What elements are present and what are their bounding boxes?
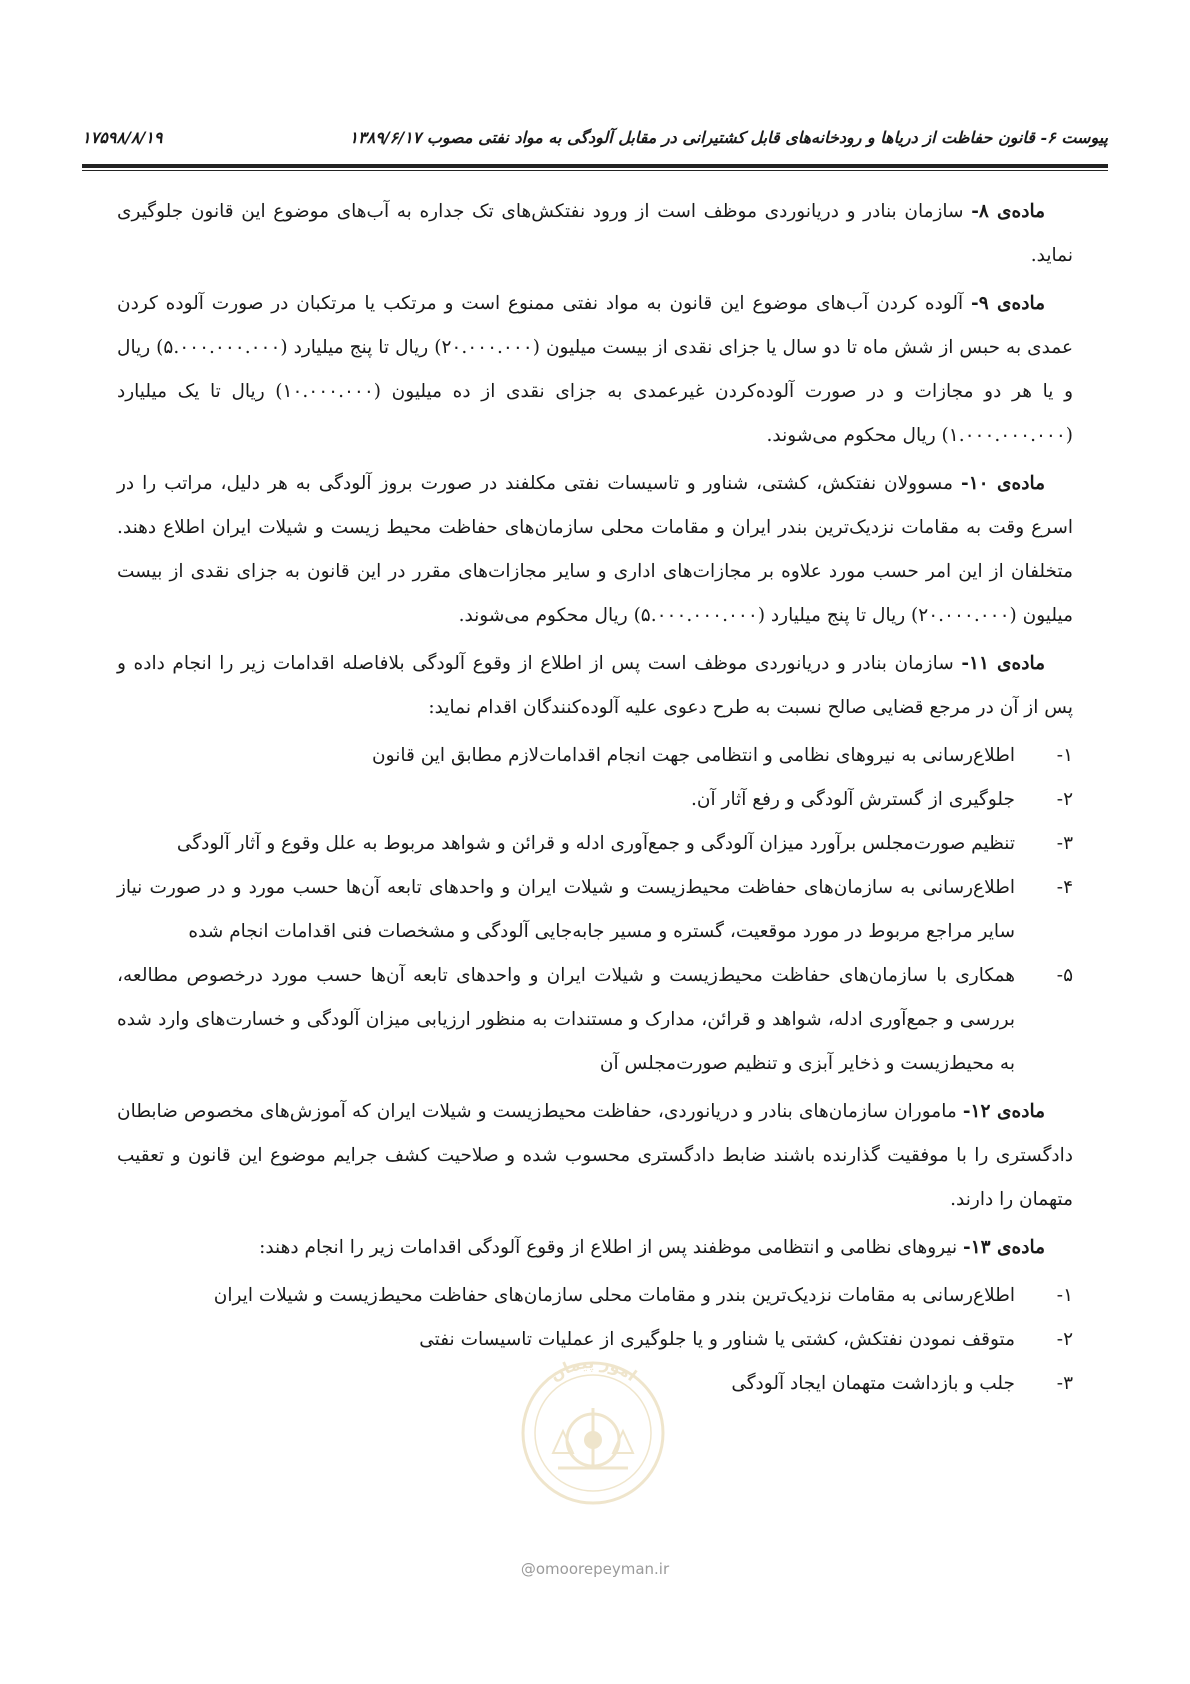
article-label: ماده‌ی ۱۲- (962, 1101, 1045, 1122)
list-item-number: ۴- (1056, 877, 1073, 898)
list-item-number: ۳- (1056, 833, 1073, 854)
document-body (117, 190, 1073, 1410)
scales-of-justice-seal-icon (498, 1348, 688, 1508)
list-item-number: ۵- (1056, 965, 1073, 986)
list-item-number: ۲- (1056, 1329, 1073, 1350)
list-item-number: ۳- (1056, 1373, 1073, 1394)
article-text: ماموران سازمان‌های بنادر و دریانوردی، حفاظت محیط‌زیست و شیلات ایران که آموزش‌های مخصوص ضابطان دادگستری را با موفقیت گذارنده باشند ضابط دادگستری محسوب شده و صلاحیت کشف جرایم موضوع این قانون و تعقیب متهمان را دارند. (117, 1101, 1073, 1210)
article-text: مسوولان نفتکش، کشتی، شناور و تاسیسات نفتی مکلفند در صورت بروز آلودگی به هر دلیل، مراتب را در اسرع وقت به مقامات نزدیک‌ترین بندر ایران و مقامات محلی سازمان‌های حفاظت محیط زیست و شیلات ایران اطلاع دهند. متخلفان از این امر حسب مورد علاوه بر مجازات‌های اداری و سایر مجازات‌های مقرر در این قانون به جزای نقدی از بیست میلیون (۲۰.۰۰۰.۰۰۰) ریال تا پنج میلیارد (۵.۰۰۰.۰۰۰.۰۰۰) ریال محکوم می‌شوند. (117, 473, 1073, 626)
article-text: سازمان بنادر و دریانوردی موظف است از ورود نفتکش‌های تک جداره به آب‌های موضوع این قانون جلوگیری نماید. (117, 201, 1073, 266)
list-item-text: اطلاع‌رسانی به مقامات نزدیک‌ترین بندر و مقامات محلی سازمان‌های حفاظت محیط‌زیست و شیلات ایران (213, 1285, 1015, 1306)
list-item-text: همکاری با سازمان‌های حفاظت محیط‌زیست و شیلات ایران و واحدهای تابعه آن‌ها حسب مورد درخصوص مطالعه، بررسی و جمع‌آوری ادله، شواهد و قرائن، مدارک و مستندات به منظور ارزیابی میزان آلودگی و خسارت‌های وارد شده به محیط‌زیست و ذخایر آبزی و تنظیم صورت‌مجلس آن (117, 965, 1015, 1074)
list-item-number: ۱- (1056, 745, 1073, 766)
list-item-number: ۲- (1056, 789, 1073, 810)
list-item-text: اطلاع‌رسانی به نیروهای نظامی و انتظامی جهت انجام اقدامات‌لازم مطابق این قانون (372, 745, 1015, 766)
article-label: ماده‌ی ۹- (971, 293, 1045, 314)
list-item-text: تنظیم صورت‌مجلس برآورد میزان آلودگی و جمع‌آوری ادله و قرائن و شواهد مربوط به علل وقوع و آثار آلودگی (176, 833, 1015, 854)
article-13 (117, 1226, 1073, 1270)
article-label: ماده‌ی ۸- (971, 201, 1045, 222)
article-11 (117, 642, 1073, 730)
list-item-number: ۱- (1056, 1285, 1073, 1306)
page-header (82, 128, 1108, 152)
list-item (117, 734, 1073, 778)
list-item (117, 954, 1073, 1086)
list-item-text: متوقف نمودن نفتکش، کشتی یا شناور و یا جلوگیری از عملیات تاسیسات نفتی (419, 1329, 1015, 1350)
list-item-text: اطلاع‌رسانی به سازمان‌های حفاظت محیط‌زیست و شیلات ایران و واحدهای تابعه آن‌ها حسب مورد و در صورت نیاز سایر مراجع مربوط در مورد موقعیت، گستره و مسیر جابه‌جایی آلودگی و مشخصات فنی اقدامات انجام شده (117, 877, 1015, 942)
list-item-text: جلب و بازداشت متهمان ایجاد آلودگی (731, 1373, 1015, 1394)
article-10 (117, 462, 1073, 638)
article-12 (117, 1090, 1073, 1222)
header-document-code: ۱۷۵۹۸/۸/۱۹ (82, 128, 163, 147)
article-label: ماده‌ی ۱۳- (963, 1237, 1045, 1258)
article-8 (117, 190, 1073, 278)
list-item (117, 822, 1073, 866)
seal-text: امور پیمان (546, 1352, 641, 1386)
article-9 (117, 282, 1073, 458)
list-item (117, 778, 1073, 822)
list-item-text: جلوگیری از گسترش آلودگی و رفع آثار آن. (691, 789, 1015, 810)
list-item (117, 866, 1073, 954)
footer-website: @omoorepeyman.ir (520, 1560, 670, 1578)
article-label: ماده‌ی ۱۰- (961, 473, 1045, 494)
article-text: نیروهای نظامی و انتظامی موظفند پس از اطلاع از وقوع آلودگی اقدامات زیر را انجام دهند: (259, 1237, 964, 1258)
article-11-list (117, 734, 1073, 1086)
list-item (117, 1274, 1073, 1318)
article-label: ماده‌ی ۱۱- (961, 653, 1045, 674)
header-rule-thin (82, 170, 1108, 171)
header-title: پیوست ۶- قانون حفاظت از دریاها و رودخانه‌های قابل کشتیرانی در مقابل آلودگی به مواد نفتی مصوب ۱۳۸۹/۶/۱۷ (349, 128, 1108, 147)
article-text: سازمان بنادر و دریانوردی موظف است پس از اطلاع از وقوع آلودگی بلافاصله اقدامات زیر را انجام داده و پس از آن در مرجع قضایی صالح نسبت به طرح دعوی علیه آلوده‌کنندگان اقدام نماید: (117, 653, 1073, 718)
article-text: آلوده کردن آب‌های موضوع این قانون به مواد نفتی ممنوع است و مرتکب یا مرتکبان در صورت آلوده کردن عمدی به حبس از شش ماه تا دو سال یا جزای نقدی از بیست میلیون (۲۰.۰۰۰.۰۰۰) ریال تا پنج میلیارد (۵.۰۰۰.۰۰۰.۰۰۰) ریال و یا هر دو مجازات و در صورت آلوده‌کردن غیرعمدی به جزای نقدی از ده میلیون (۱۰.۰۰۰.۰۰۰) ریال تا یک میلیارد (۱.۰۰۰.۰۰۰.۰۰۰) ریال محکوم می‌شوند. (117, 293, 1074, 446)
header-rule-thick (82, 164, 1108, 168)
